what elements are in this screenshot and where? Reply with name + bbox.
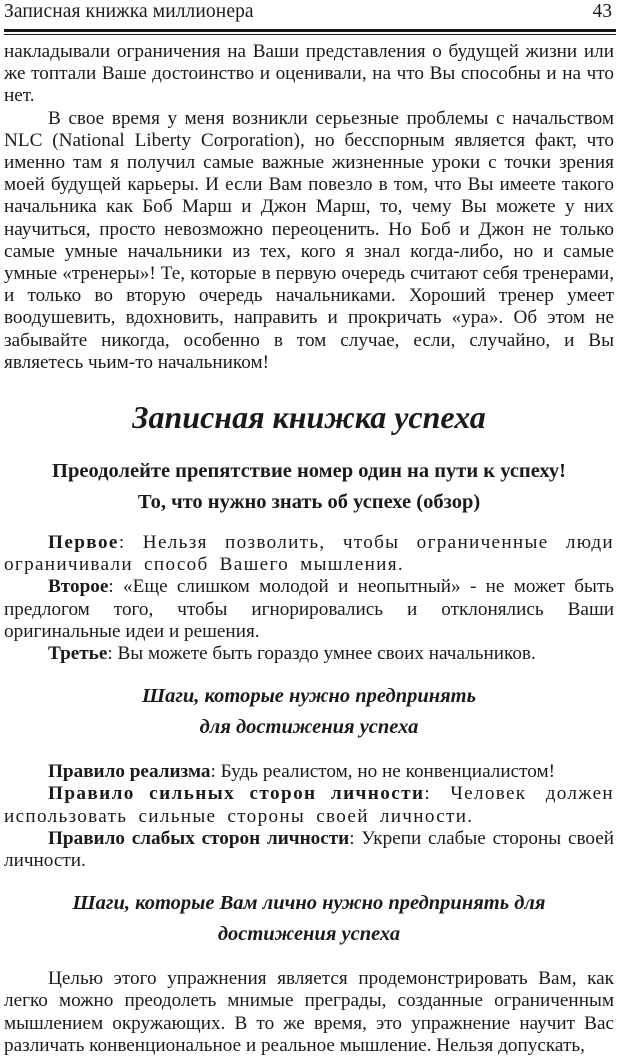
body-paragraph: В свое время у меня возникли серьезные проблемы с начальством NLC (National Liberty Corporation), но бесспорным является факт, что именно там я получил самые важные жизненные уроки с точки зрения моей будущей карьеры. И если Вам повезло в том, что Вы имеете такого начальника как Боб Марш и Джон Марш, то, чему Вы можете у них научиться, просто невозможно переоценить. Но Боб и Джон не только самые умные начальники из тех, кого я знал когда-либо, но и самые умные «тренеры»! Те, которые в первую очередь считают себя тренерами, и только во вторую очередь начальниками. Хороший тренер умеет воодушевить, вдохновить, направить и прокричать «ура». Об этом не забывайте никогда, особенно в том случае, если, случайно, и Вы являетесь чьим-то начальником!	[4, 107, 614, 373]
header-rule-thin	[4, 34, 616, 35]
rule-label: Правило слабых сторон личности	[48, 827, 350, 849]
rule-item	[4, 828, 614, 872]
item-label: Третье	[48, 643, 108, 665]
page-content	[4, 41, 614, 1057]
section-subheading	[4, 456, 614, 518]
running-title: Записная книжка миллионера	[4, 1, 254, 22]
item-text: : Нельзя позволить, чтобы ограниченные люди ограничивали способ Вашего мышления.	[4, 532, 614, 576]
personal-heading-line: Шаги, которые Вам лично нужно предпринять для	[72, 892, 546, 915]
rule-text: : Укрепи слабые стороны своей личности.	[4, 827, 614, 872]
rule-label: Правило сильных сторон личности	[48, 783, 425, 805]
steps-heading	[4, 681, 614, 743]
rule-item	[4, 783, 614, 827]
body-paragraph: Целью этого упражнения является продемонстрировать Вам, как легко можно преодолеть мнимые преграды, созданные ограниченным мышлением окружающих. В то же время, это упражнение научит Вас различать конвенциональное и реальное мышление. Нельзя допускать,	[4, 968, 614, 1056]
item-label: Второе	[48, 576, 109, 598]
page-number: 43	[592, 1, 612, 22]
steps-heading-line: Шаги, которые нужно предпринять	[142, 685, 476, 708]
rule-text: : Будь реалистом, но не конвенциалистом!	[210, 761, 556, 783]
item-label: Первое	[48, 532, 119, 554]
rule-item	[4, 761, 614, 783]
personal-steps-heading	[4, 888, 614, 950]
personal-heading-line: достижения успеха	[217, 923, 401, 946]
steps-heading-line: для достижения успеха	[199, 716, 419, 739]
rule-label: Правило реализма	[48, 761, 211, 783]
overview-item	[4, 643, 614, 665]
rule-text: : Человек должен использовать сильные стороны своей личности.	[4, 783, 614, 827]
overview-item	[4, 532, 614, 576]
subheading-line: То, что нужно знать об успехе (обзор)	[137, 491, 481, 514]
overview-item	[4, 576, 614, 643]
section-title: Записная книжка успеха	[132, 399, 486, 436]
header-rule-thick	[4, 29, 616, 32]
running-header	[4, 0, 612, 28]
body-paragraph: накладывали ограничения на Ваши представления о будущей жизни или же топтали Ваше достоинство и оценивали, на что Вы способны и на что нет.	[4, 41, 614, 107]
item-text: : «Еще слишком молодой и неопытный» - не может быть предлогом того, чтобы игнорировались и отклонялись Ваши оригинальные идеи и решения.	[4, 576, 614, 642]
subheading-line: Преодолейте препятствие номер один на пути к успеху!	[52, 460, 566, 483]
item-text: : Вы можете быть гораздо умнее своих начальников.	[107, 643, 536, 665]
